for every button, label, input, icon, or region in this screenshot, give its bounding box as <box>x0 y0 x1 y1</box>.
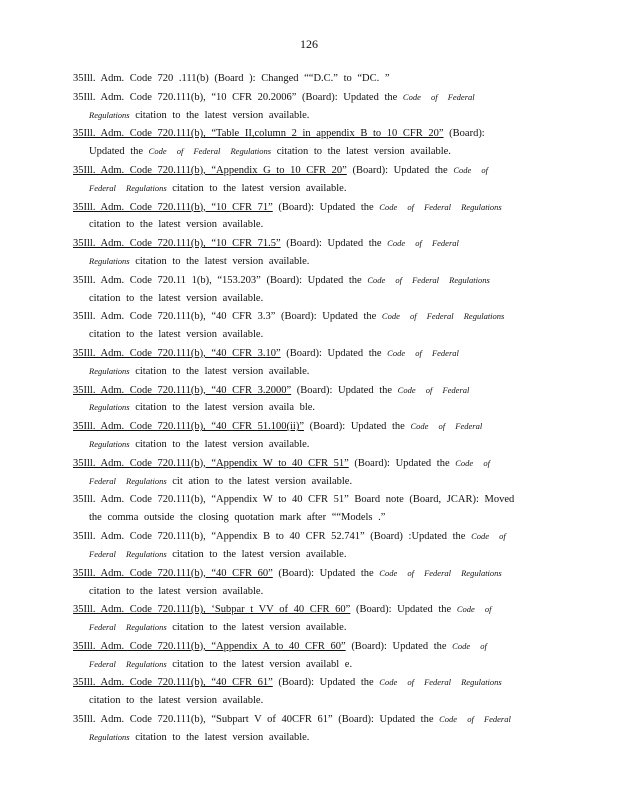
amendment-list <box>73 70 543 748</box>
entry-continuation <box>73 583 543 601</box>
entry-cfr-italic: Regulations <box>89 402 130 413</box>
entry-first-line <box>73 89 543 107</box>
entry-first-line <box>73 601 543 619</box>
entry-continuation-text: citation to the latest version available. <box>172 548 347 560</box>
amendment-entry <box>73 491 543 527</box>
entry-continuation-text: citation to the latest version available. <box>89 329 264 341</box>
entry-cfr-italic: Regulations <box>89 731 130 742</box>
entry-continuation <box>73 729 543 747</box>
entry-first-line <box>73 70 543 88</box>
entry-continuation <box>73 180 543 198</box>
entry-cfr-italic: Code of <box>455 457 490 468</box>
entry-text: (Board): Updated the <box>346 164 448 176</box>
entry-cfr-italic: Code of Federal Regulations <box>379 201 502 212</box>
entry-continuation <box>73 107 543 125</box>
entry-continuation <box>73 509 543 527</box>
amendment-entry <box>73 382 543 418</box>
entry-underlined-citation: 35Ill. Adm. Code 720.111(b), “Table II,column 2 in appendix B to 10 CFR 20” <box>73 128 444 140</box>
entry-text: 35Ill. Adm. Code 720.111(b), “Appendix W to 40 CFR 51” Board note (Board, JCAR): Moved <box>73 494 515 506</box>
entry-cfr-italic: Code of <box>471 531 506 542</box>
entry-underlined-citation: 35Ill. Adm. Code 720.111(b), “10 CFR 71.5” <box>73 238 281 250</box>
entry-cfr-italic: Regulations <box>89 365 130 376</box>
entry-first-line <box>73 565 543 583</box>
entry-continuation-text: Updated the <box>89 146 144 158</box>
entry-cfr-italic: Code of <box>452 640 487 651</box>
entry-text: (Board): Updated the <box>304 421 405 433</box>
amendment-entry <box>73 674 543 710</box>
amendment-entry <box>73 199 543 235</box>
entry-underlined-citation: 35Ill. Adm. Code 720.111(b), “Appendix W to 40 CFR 51” <box>73 457 349 469</box>
entry-cfr-italic: Code of Federal <box>387 238 459 249</box>
amendment-entry <box>73 565 543 601</box>
entry-continuation-text: citation to the latest version available. <box>276 146 451 158</box>
amendment-entry <box>73 528 543 564</box>
entry-first-line <box>73 272 543 290</box>
entry-continuation-text: the comma outside the closing quotation mark after ““Models .” <box>89 512 386 524</box>
entry-first-line <box>73 711 543 729</box>
entry-cfr-italic: Federal Regulations <box>89 658 167 669</box>
entry-continuation <box>73 546 543 564</box>
entry-continuation-text: citation to the latest version availa ble. <box>135 402 316 414</box>
amendment-entry <box>73 125 543 161</box>
amendment-entry <box>73 418 543 454</box>
entry-cfr-italic: Code of <box>453 164 489 175</box>
amendment-entry <box>73 455 543 491</box>
entry-cfr-italic: Code of <box>456 604 492 615</box>
entry-underlined-citation: 35Ill. Adm. Code 720.111(b), “Appendix G to 10 CFR 20” <box>73 164 347 176</box>
amendment-entry <box>73 235 543 271</box>
entry-continuation-text: citation to the latest version available. <box>89 585 264 597</box>
entry-continuation-text: citation to the latest version available. <box>89 292 264 304</box>
entry-text: 35Ill. Adm. Code 720.111(b), “10 CFR 20.2006” (Board): Updated the <box>73 91 398 103</box>
entry-continuation <box>73 216 543 234</box>
entry-continuation-text: citation to the latest version available. <box>135 109 310 121</box>
entry-cfr-italic: Regulations <box>89 109 130 120</box>
entry-cfr-italic: Federal Regulations <box>89 182 167 193</box>
entry-text: 35Ill. Adm. Code 720.11 1(b), “153.203” (Board): Updated the <box>73 274 362 286</box>
entry-cfr-italic: Regulations <box>89 256 130 267</box>
entry-underlined-citation: 35Ill. Adm. Code 720.111(b), “40 CFR 3.2000” <box>73 384 292 396</box>
entry-cfr-italic: Code of Federal Regulations <box>379 567 502 578</box>
entry-text: (Board): Updated the <box>272 567 374 579</box>
entry-cfr-italic: Code of Federal Regulations <box>381 311 505 322</box>
entry-underlined-citation: 35Ill. Adm. Code 720.111(b), “10 CFR 71” <box>73 201 273 213</box>
entry-underlined-citation: 35Ill. Adm. Code 720.111(b), “Appendix A to 40 CFR 60” <box>73 640 346 652</box>
entry-continuation <box>73 143 543 161</box>
entry-first-line <box>73 418 543 436</box>
page-number: 126 <box>300 37 318 51</box>
amendment-entry <box>73 162 543 198</box>
entry-continuation-text: citation to the latest version available. <box>135 365 310 377</box>
entry-text: (Board): Updated the <box>280 347 382 359</box>
entry-cfr-italic: Code of Federal <box>439 714 511 725</box>
entry-cfr-italic: Code of Federal <box>397 384 470 395</box>
entry-text: (Board): Updated the <box>291 384 393 396</box>
entry-underlined-citation: 35Ill. Adm. Code 720.111(b), “40 CFR 51.100(ii)” <box>73 421 304 433</box>
amendment-entry <box>73 70 543 88</box>
entry-continuation-text: citation to the latest version available. <box>89 695 264 707</box>
entry-underlined-citation: 35Ill. Adm. Code 720.111(b), ‘Subpar t VV of 40 CFR 60” <box>73 604 351 616</box>
entry-cfr-italic: Federal Regulations <box>89 622 167 633</box>
entry-first-line <box>73 125 543 143</box>
entry-continuation <box>73 326 543 344</box>
entry-continuation <box>73 399 543 417</box>
entry-text: (Board): Updated the <box>348 457 450 469</box>
entry-cfr-italic: Federal Regulations <box>89 548 167 559</box>
entry-text: (Board): Updated the <box>272 677 374 689</box>
entry-cfr-italic: Federal Regulations <box>89 475 167 486</box>
entry-cfr-italic: Code of Federal Regulations <box>379 677 502 688</box>
entry-first-line <box>73 235 543 253</box>
entry-underlined-citation: 35Ill. Adm. Code 720.111(b), “40 CFR 61” <box>73 677 273 689</box>
entry-continuation-text: citation to the latest version available. <box>135 439 310 451</box>
entry-cfr-italic: Regulations <box>89 439 130 450</box>
entry-continuation <box>73 473 543 491</box>
entry-underlined-citation: 35Ill. Adm. Code 720.111(b), “40 CFR 60” <box>73 567 273 579</box>
amendment-entry <box>73 601 543 637</box>
entry-cfr-italic: Code of Federal <box>410 421 483 432</box>
entry-text: 35Ill. Adm. Code 720.111(b), “Subpart V of 40CFR 61” (Board): Updated the <box>73 714 434 726</box>
entry-continuation-text: citation to the latest version available. <box>172 622 347 634</box>
entry-continuation <box>73 619 543 637</box>
entry-first-line <box>73 638 543 656</box>
entry-text: (Board): Updated the <box>350 604 452 616</box>
entry-text: (Board): <box>443 128 485 140</box>
entry-continuation-text: citation to the latest version availabl e. <box>172 658 353 670</box>
entry-continuation-text: citation to the latest version available. <box>135 731 310 743</box>
entry-first-line <box>73 345 543 363</box>
entry-first-line <box>73 455 543 473</box>
entry-text: 35Ill. Adm. Code 720.111(b), “40 CFR 3.3” (Board): Updated the <box>73 311 377 323</box>
entry-cfr-italic: Code of Federal Regulations <box>367 274 490 285</box>
amendment-entry <box>73 272 543 308</box>
entry-first-line <box>73 382 543 400</box>
entry-continuation <box>73 290 543 308</box>
entry-continuation-text: citation to the latest version available. <box>89 219 264 231</box>
entry-first-line <box>73 491 543 509</box>
amendment-entry <box>73 638 543 674</box>
entry-text: 35Ill. Adm. Code 720.111(b), “Appendix B to 40 CFR 52.741” (Board) :Updated the <box>73 531 466 543</box>
amendment-entry <box>73 345 543 381</box>
entry-continuation-text: citation to the latest version available. <box>172 182 347 194</box>
amendment-entry <box>73 89 543 125</box>
entry-first-line <box>73 162 543 180</box>
entry-text: (Board): Updated the <box>280 238 382 250</box>
entry-continuation-text: cit ation to the latest version available. <box>172 475 353 487</box>
entry-underlined-citation: 35Ill. Adm. Code 720.111(b), “40 CFR 3.10” <box>73 347 281 359</box>
entry-text: (Board): Updated the <box>345 640 447 652</box>
entry-cfr-italic: Code of Federal <box>402 91 475 102</box>
amendment-entry <box>73 711 543 747</box>
entry-first-line <box>73 308 543 326</box>
entry-cfr-italic: Code of Federal Regulations <box>148 146 272 157</box>
entry-first-line <box>73 674 543 692</box>
entry-continuation <box>73 363 543 381</box>
entry-first-line <box>73 528 543 546</box>
entry-continuation <box>73 436 543 454</box>
entry-cfr-italic: Code of Federal <box>387 347 459 358</box>
entry-continuation-text: citation to the latest version available. <box>135 256 310 268</box>
entry-text: (Board): Updated the <box>272 201 374 213</box>
entry-text: 35Ill. Adm. Code 720 .111(b) (Board ): Changed ““D.C.” to “DC. ” <box>73 73 390 84</box>
entry-continuation <box>73 253 543 271</box>
entry-first-line <box>73 199 543 217</box>
entry-continuation <box>73 656 543 674</box>
amendment-entry <box>73 308 543 344</box>
entry-continuation <box>73 692 543 710</box>
